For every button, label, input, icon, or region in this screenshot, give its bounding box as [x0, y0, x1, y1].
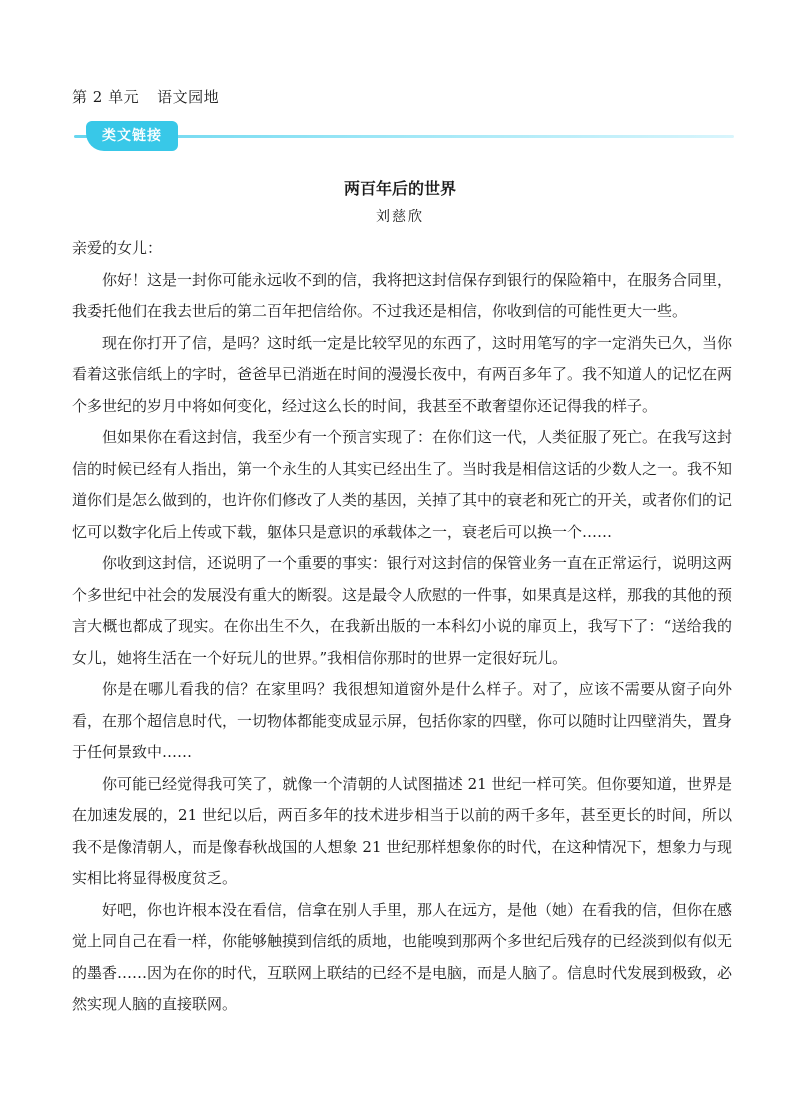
article-author: 刘慈欣	[376, 209, 424, 225]
unit-label: 第 2 单元	[72, 88, 140, 106]
section-label: 语文园地	[157, 88, 220, 106]
paragraph-3: 但如果你在看这封信，我至少有一个预言实现了：在你们这一代，人类征服了死亡。在我写这封信的时候已经有人指出，第一个永生的人其实已经出生了。当时我是相信这话的少数人之一。我不知道你们是怎么做到的，也许你们修改了人类的基因，关掉了其中的衰老和死亡的开关，或者你们的记忆可以数字化后上传或下载，躯体只是意识的承载体之一，衰老后可以换一个……	[72, 428, 733, 541]
paragraph-5: 你是在哪儿看我的信？在家里吗？我很想知道窗外是什么样子。对了，应该不需要从窗子向外看，在那个超信息时代，一切物体都能变成显示屏，包括你家的四壁，你可以随时让四壁消失，置身于任何景致中……	[72, 680, 733, 761]
section-tag-label: 类文链接	[102, 128, 162, 144]
paragraph-4: 你收到这封信，还说明了一个重要的事实：银行对这封信的保管业务一直在正常运行，说明这两个多世纪中社会的发展没有重大的断裂。这是最令人欣慰的一件事，如果真是这样，那我的其他的预言大概也都成了现实。在你出生不久，在我新出版的一本科幻小说的扉页上，我写下了：“送给我的女儿，她将生活在一个好玩儿的世界。”我相信你那时的世界一定很好玩儿。	[72, 554, 733, 667]
paragraph-2: 现在你打开了信，是吗？这时纸一定是比较罕见的东西了，这时用笔写的字一定消失已久，当你看着这张信纸上的字时，爸爸早已消逝在时间的漫漫长夜中，有两百多年了。我不知道人的记忆在两个多世纪的岁月中将如何变化，经过这么长的时间，我甚至不敢奢望你还记得我的样子。	[72, 333, 733, 415]
greeting: 亲爱的女儿：	[72, 239, 163, 257]
section-tag	[86, 121, 178, 151]
article-title: 两百年后的世界	[343, 179, 456, 198]
page-header	[72, 86, 219, 107]
paragraph-7: 好吧，你也许根本没在看信，信拿在别人手里，那人在远方，是他（她）在看我的信，但你在感觉上同自己在看一样，你能够触摸到信纸的质地，也能嗅到那两个多世纪后残存的已经淡到似有似无的墨香……因为在你的时代，互联网上联结的已经不是电脑，而是人脑了。信息时代发展到极致，必然实现人脑的直接联网。	[72, 900, 733, 1013]
paragraph-1: 你好！这是一封你可能永远收不到的信，我将把这封信保存到银行的保险箱中，在服务合同里，我委托他们在我去世后的第二百年把信给你。不过我还是相信，你收到信的可能性更大一些。	[72, 270, 733, 320]
paragraph-6: 你可能已经觉得我可笑了，就像一个清朝的人试图描述 21 世纪一样可笑。但你要知道，世界是在加速发展的，21 世纪以后，两百多年的技术进步相当于以前的两千多年，甚至更长的时间，所以我不是像清朝人，而是像春秋战国的人想象 21 世纪那样想象你的时代，在这种情况下，想象力与现实相比将显得极度贫乏。	[72, 774, 732, 887]
article-body	[72, 233, 732, 1021]
